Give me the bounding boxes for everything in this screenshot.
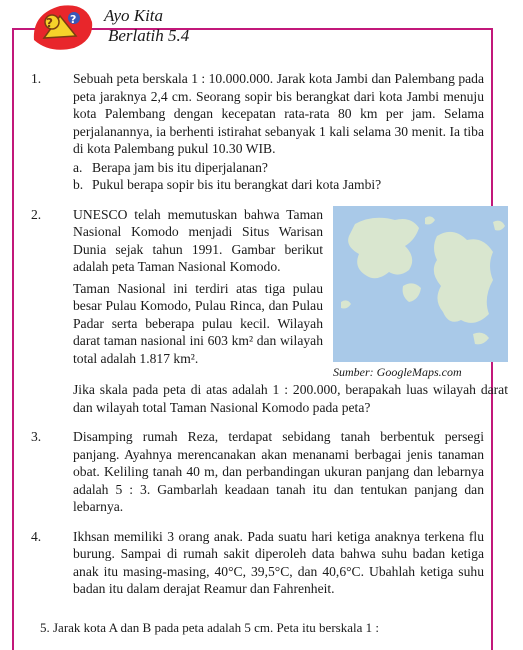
question-text: Disamping rumah Reza, terdapat sebidang tanah berbentuk persegi panjang. Ayahnya merencanakan akan menanami berbagai jenis tanaman obat. Keliling tanah 40 m, dan perbandingan ukuran panjang dan lebarnya adalah 5 : 3. Gambarlah keadaan tanah itu dan tentukan panjang dan lebarnya. [73,429,484,514]
question-text: Jika skala pada peta di atas adalah 1 : 200.000, berapakah luas wilayah darat dan wilayah total Taman Nasional Komodo pada peta? [73,382,508,415]
question-number: 2. [31,206,42,222]
question-2 [26,206,508,417]
question-1 [26,70,484,194]
question-text: UNESCO telah memutuskan bahwa Taman Nasional Komodo menjadi Situs Warisan Dunia sejak tahun 1991. Gambar berikut adalah peta Taman Nasional Komodo. [73,206,323,274]
puzzle-icon [30,0,96,52]
svg-text:?: ? [46,16,53,30]
exercise-content [26,70,508,610]
header-line-2: Berlatih 5.4 [108,26,190,45]
question-3 [26,428,484,516]
header-line-1: Ayo Kita [104,6,164,25]
question-number: 4. [31,528,42,544]
map-caption: Sumber: GoogleMaps.com [333,364,462,379]
question-text: Sebuah peta berskala 1 : 10.000.000. Jarak kota Jambi dan Palembang pada peta jaraknya 2,4 cm. Seorang sopir bis berangkat dari kota Jambi menuju kota Palembang dengan kecepatan rata-rata 80 km per jam. Selama perjalanannya, ia berhenti istirahat sebanyak 1 kali selama 30 menit. Ia tiba di kota Palembang pukul 10.30 WIB. [73,71,484,156]
question-4 [26,528,484,598]
exercise-header [104,6,189,46]
question-5-partial: 5. Jarak kota A dan B pada peta adalah 5 cm. Peta itu berskala 1 : [40,620,379,635]
svg-text:?: ? [70,13,77,26]
komodo-map-image [333,206,508,362]
question-text: Taman Nasional ini terdiri atas tiga pulau besar Pulau Komodo, Pulau Rinca, dan Pulau Padar serta beberapa pulau kecil. Wilayah darat taman nasional ini 603 km² dan wilayah total adalah 1.817 km². [73,280,323,366]
question-number: 1. [31,71,42,86]
sub-question-a: a. Berapa jam bis itu diperjalanan? [73,159,268,175]
sub-question-b: b. Pukul berapa sopir bis itu berangkat dari kota Jambi? [73,177,382,192]
question-text: Ikhsan memiliki 3 orang anak. Pada suatu hari ketiga anaknya terkena flu burung. Sampai di rumah sakit diperoleh data bahwa suhu badan ketiga anak itu masing-masing, 40°C, 39,5°C, dan 40,6°C. Ubahlah ketiga suhu badan itu dalam derajat Reamur dan Fahrenheit. [73,528,484,596]
question-number: 3. [31,429,42,444]
